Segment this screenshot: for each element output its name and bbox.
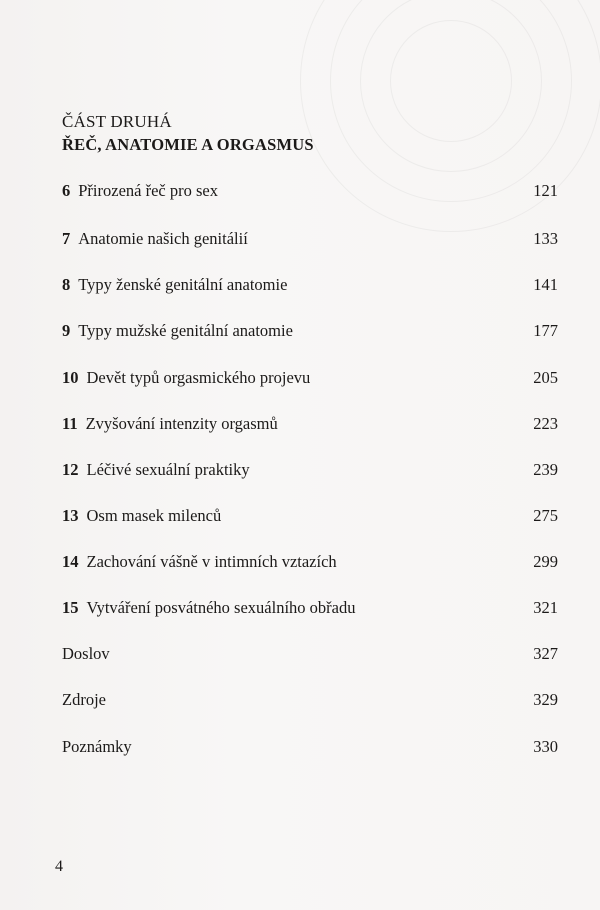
part-title: ČÁST DRUHÁ: [62, 112, 172, 131]
chapter-number: 9: [62, 321, 71, 340]
toc-entry-7: [62, 228, 558, 250]
toc-entry-zdroje: [62, 689, 558, 711]
page-number: 205: [533, 368, 558, 387]
toc-entry-10: [62, 367, 558, 389]
toc-entry-11: [62, 413, 558, 435]
page-number: 321: [533, 598, 558, 617]
toc-entry-doslov: [62, 643, 558, 665]
chapter-title: Devět typů orgasmického projevu: [86, 368, 311, 387]
chapter-number: 7: [62, 229, 71, 248]
chapter-title: Přirozená řeč pro sex: [78, 181, 218, 200]
page-number: 177: [533, 321, 558, 340]
page-number: 299: [533, 552, 558, 571]
chapter-title: Typy ženské genitální anatomie: [78, 275, 288, 294]
back-matter-title: Zdroje: [62, 690, 106, 709]
page-number: 133: [533, 229, 558, 248]
page-number: 121: [533, 181, 558, 200]
page-number: 327: [533, 644, 558, 663]
toc-entry-8: [62, 274, 558, 296]
chapter-number: 12: [62, 460, 79, 479]
folio-page-number: 4: [55, 858, 63, 875]
toc-entry-13: [62, 505, 558, 527]
page-number: 275: [533, 506, 558, 525]
chapter-title: Zvyšování intenzity orgasmů: [85, 414, 278, 433]
chapter-number: 15: [62, 598, 79, 617]
chapter-number: 8: [62, 275, 71, 294]
chapter-title: Typy mužské genitální anatomie: [78, 321, 293, 340]
toc-entry-poznamky: [62, 736, 558, 758]
toc-entry-6: [62, 180, 558, 202]
part-subtitle: ŘEČ, ANATOMIE A ORGASMUS: [62, 135, 314, 154]
back-matter-title: Poznámky: [62, 737, 132, 756]
chapter-number: 11: [62, 414, 78, 433]
page-number: 223: [533, 414, 558, 433]
show-through-decoration: [360, 0, 542, 172]
toc-entry-14: [62, 551, 558, 573]
chapter-number: 13: [62, 506, 79, 525]
page-number: 141: [533, 275, 558, 294]
chapter-title: Vytváření posvátného sexuálního obřadu: [86, 598, 356, 617]
chapter-number: 14: [62, 552, 79, 571]
page-number: 329: [533, 690, 558, 709]
show-through-decoration: [390, 20, 512, 142]
show-through-decoration: [330, 0, 572, 202]
back-matter-title: Doslov: [62, 644, 110, 663]
chapter-title: Osm masek milenců: [86, 506, 222, 525]
chapter-number: 6: [62, 181, 71, 200]
toc-entry-9: [62, 320, 558, 342]
chapter-number: 10: [62, 368, 79, 387]
page-number: 330: [533, 737, 558, 756]
chapter-title: Zachování vášně v intimních vztazích: [86, 552, 337, 571]
chapter-title: Anatomie našich genitálií: [78, 229, 248, 248]
toc-entry-12: [62, 459, 558, 481]
toc-entry-15: [62, 597, 558, 619]
chapter-title: Léčivé sexuální praktiky: [86, 460, 250, 479]
page-number: 239: [533, 460, 558, 479]
